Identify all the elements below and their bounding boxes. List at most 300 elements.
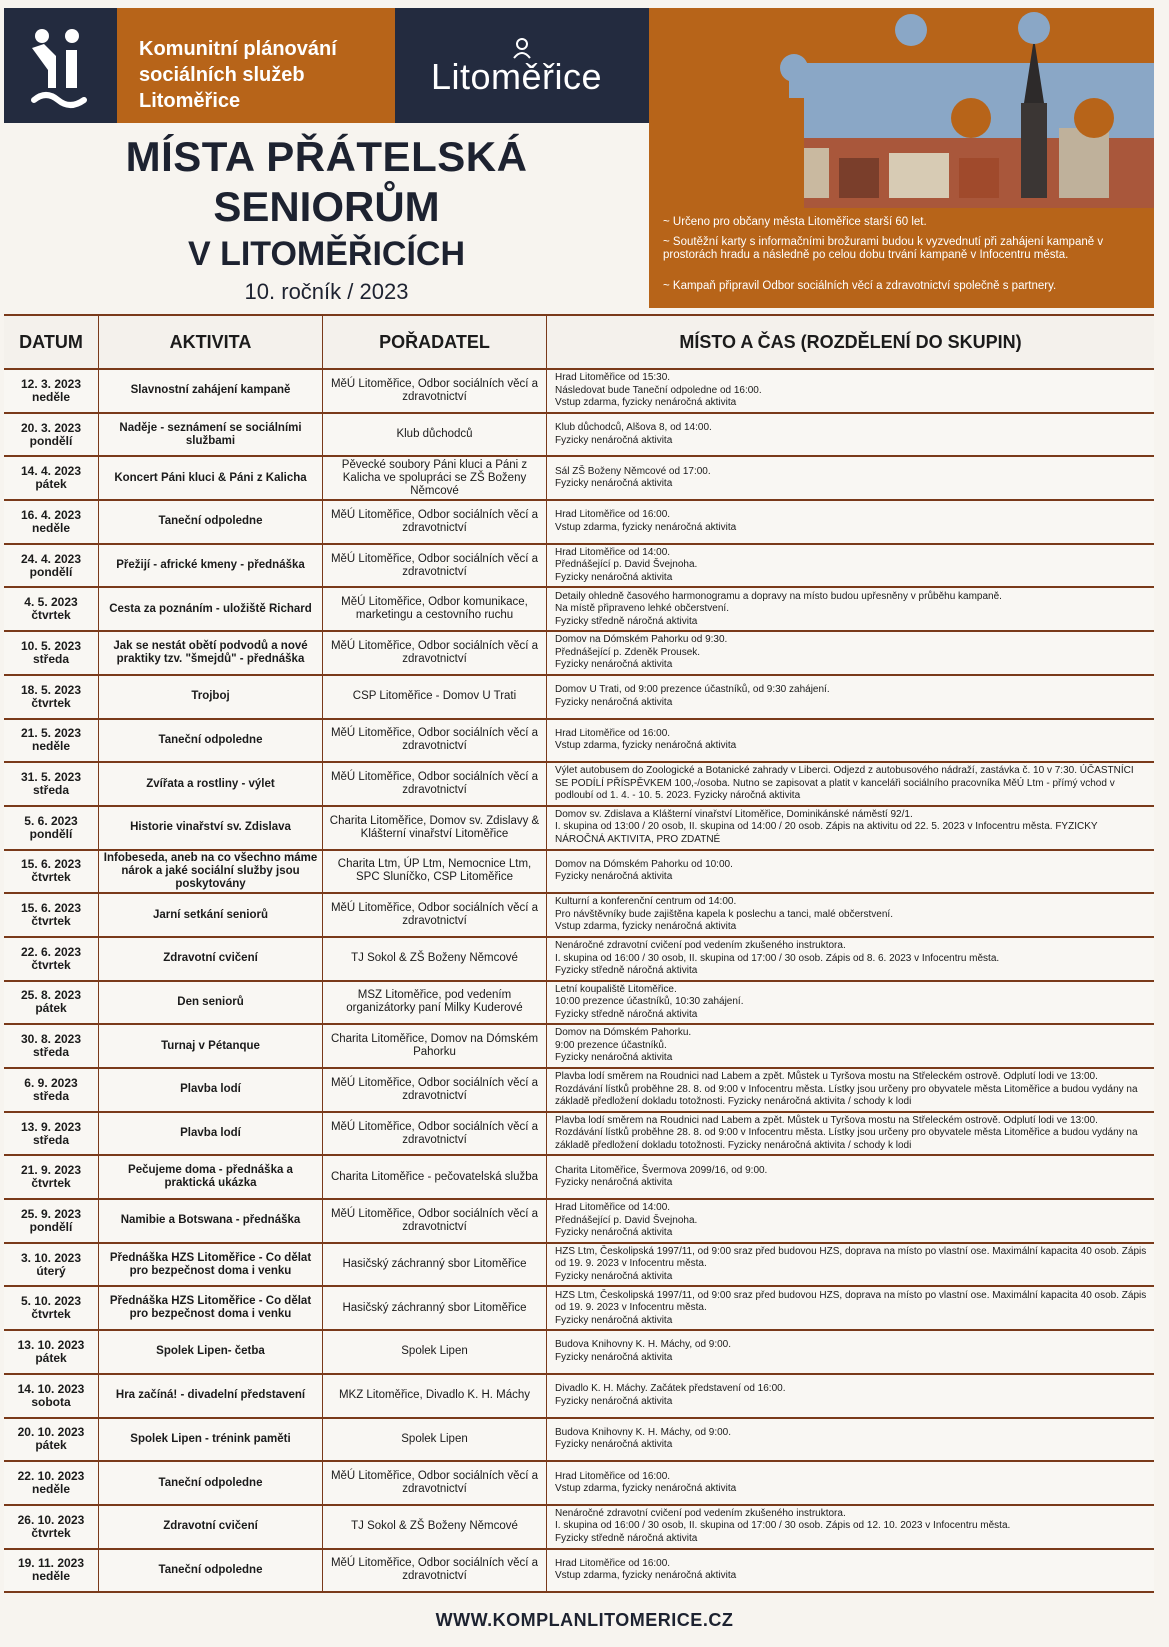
event-day: čtvrtek [31, 957, 71, 972]
org-line-3: Litoměřice [139, 90, 241, 112]
place-time-cell [547, 851, 1154, 893]
event-organizer: Klub důchodců [396, 428, 473, 441]
table-header [4, 316, 1154, 370]
event-date: 3. 10. 2023 [20, 1250, 82, 1265]
event-organizer: Charita Litoměřice, Domov sv. Zdislavy & Klášterní vinařství Litoměřice [329, 814, 540, 840]
place-time-cell [547, 763, 1154, 805]
activity-cell [99, 632, 323, 674]
activity-cell [99, 1375, 323, 1417]
activity-cell [99, 1331, 323, 1373]
date-cell [4, 1331, 99, 1373]
date-cell [4, 1375, 99, 1417]
organizer-cell [323, 632, 547, 674]
event-date: 19. 11. 2023 [17, 1556, 85, 1571]
event-detail-line: Následovat bude Taneční odpoledne od 16:00. [555, 384, 762, 396]
event-day: neděle [31, 739, 70, 754]
table-row [4, 457, 1154, 501]
event-activity: Spolek Lipen - trénink paměti [130, 1432, 291, 1445]
event-organizer: MěÚ Litoměřice, Odbor sociálních věcí a zdravotnictví [330, 377, 539, 403]
town-skyline-image [649, 8, 1154, 208]
event-detail-line: Divadlo K. H. Máchy. Začátek představení od 16:00. [555, 1383, 786, 1395]
date-cell [4, 851, 99, 893]
event-day: sobota [31, 1394, 71, 1409]
event-day: pátek [35, 1001, 67, 1016]
event-activity: Koncert Páni kluci & Páni z Kalicha [114, 471, 307, 484]
city-crest-icon [510, 38, 534, 60]
event-day: středa [32, 1088, 69, 1103]
activity-cell [99, 720, 323, 762]
organizer-cell [323, 938, 547, 980]
event-date: 25. 9. 2023 [20, 1206, 82, 1221]
title-line-3: V LITOMĚŘICÍCH [187, 235, 466, 273]
event-date: 16. 4. 2023 [20, 507, 82, 522]
organizer-cell [323, 982, 547, 1024]
organizer-cell [323, 1200, 547, 1242]
date-cell [4, 894, 99, 936]
organizer-cell [323, 1156, 547, 1198]
event-date: 24. 4. 2023 [20, 551, 82, 566]
activity-cell [99, 1244, 323, 1286]
event-activity: Historie vinařství sv. Zdislava [130, 821, 291, 834]
place-time-cell [547, 1419, 1154, 1461]
date-cell [4, 370, 99, 412]
organizer-cell [323, 1113, 547, 1155]
event-detail-line: Hrad Litoměřice od 16:00. [555, 509, 671, 521]
event-detail-line: Fyzicky středně náročná aktivita [555, 615, 698, 627]
event-date: 21. 5. 2023 [20, 726, 82, 741]
date-cell [4, 1462, 99, 1504]
event-detail-line: Fyzicky nenáročná aktivita [555, 1351, 673, 1363]
city-name: Litoměřice [431, 56, 603, 97]
event-date: 5. 10. 2023 [20, 1294, 82, 1309]
event-detail-line: Fyzicky nenáročná aktivita [555, 1439, 673, 1451]
event-day: pátek [35, 477, 67, 492]
event-detail-line: Domov U Trati, od 9:00 prezence účastníků, od 9:30 zahájení. [555, 684, 830, 696]
event-detail-line: Vstup zdarma, fyzicky nenáročná aktivita [555, 1570, 737, 1582]
date-cell [4, 720, 99, 762]
event-detail-line: Fyzicky nenáročná aktivita [555, 696, 673, 708]
event-day: čtvrtek [31, 914, 71, 929]
town-photo [649, 8, 1154, 208]
event-detail-line: Výlet autobusem do Zoologické a Botanické zahrady v Liberci. Odjezd z autobusového nádraží, zastávka č. 10 v 7:30. ÚČASTNÍCI SE PODÍLÍ PŘÍSPĚVKEM 100,-/osoba. Nutno se zapisovat a platit v kanceláři sociálního pracovníka MěÚ Ltm - přímý vchod v podloubí od 1. 4. - 10. 5. 2023. Fyzicky náročná aktivita [555, 765, 1134, 802]
activity-cell [99, 1462, 323, 1504]
event-organizer: MěÚ Litoměřice, Odbor sociálních věcí a zdravotnictví [330, 552, 539, 578]
event-detail-line: Hrad Litoměřice od 16:00. [555, 1470, 671, 1482]
table-row [4, 545, 1154, 589]
event-day: pondělí [29, 826, 73, 841]
event-activity: Přednáška HZS Litoměřice - Co dělat pro bezpečnost doma i venku [109, 1251, 312, 1277]
date-cell [4, 632, 99, 674]
event-activity: Pečujeme doma - přednáška a praktická ukázka [128, 1164, 293, 1190]
organizer-cell [323, 545, 547, 587]
event-organizer: Hasičský záchranný sbor Litoměřice [342, 1301, 527, 1314]
activity-cell [99, 370, 323, 412]
activity-cell [99, 1419, 323, 1461]
event-organizer: MěÚ Litoměřice, Odbor komunikace, marketingu a cestovního ruchu [341, 596, 528, 622]
event-detail-line: Klub důchodců, Alšova 8, od 14:00. [555, 422, 712, 434]
place-time-cell [547, 457, 1154, 499]
event-detail-line: Fyzicky nenáročná aktivita [555, 434, 673, 446]
event-detail-line: I. skupina od 16:00 / 30 osob, II. skupina od 17:00 / 30 osob. Zápis od 8. 6. 2023 v Infocentru města. [555, 952, 1000, 964]
date-cell [4, 1550, 99, 1592]
website-url[interactable]: WWW.KOMPLANLITOMERICE.CZ [435, 1610, 734, 1630]
activity-cell [99, 501, 323, 543]
activity-cell [99, 676, 323, 718]
org-name [139, 36, 337, 114]
table-row [4, 1331, 1154, 1375]
event-day: středa [32, 1132, 70, 1147]
event-detail-line: Charita Litoměřice, Švermova 2099/16, od 9:00. [555, 1164, 768, 1176]
event-organizer: MSZ Litoměřice, pod vedením organizátorky paní Milky Kuderové [346, 989, 523, 1015]
event-detail-line: I. skupina od 16:00 / 30 osob, II. skupina od 17:00 / 30 osob. Zápis od 12. 10. 2023 v Infocentru města. [555, 1520, 1011, 1532]
event-date: 25. 8. 2023 [20, 988, 82, 1003]
event-organizer: MKZ Litoměřice, Divadlo K. H. Máchy [338, 1389, 531, 1402]
date-cell [4, 1244, 99, 1286]
event-activity: Den seniorů [177, 995, 244, 1008]
event-detail-line: Fyzicky nenáročná aktivita [555, 1270, 673, 1282]
place-time-cell [547, 1287, 1154, 1329]
table-row [4, 1113, 1154, 1157]
event-detail-line: Hrad Litoměřice od 14:00. [555, 1202, 671, 1214]
table-row [4, 1506, 1154, 1550]
event-detail-line: Domov na Dómském Pahorku. [555, 1027, 692, 1039]
event-detail-line: Hrad Litoměřice od 14:00. [555, 546, 671, 558]
event-detail-line: I. skupina od 13:00 / 20 osob, II. skupina od 14:00 / 20 osob. Zápis na aktivitu od 22. 5. 2023 v Infocentru města. FYZICKY NÁROČNÁ AKTIVITA, PRO ZDATNÉ [555, 821, 1098, 845]
event-organizer: MěÚ Litoměřice, Odbor sociálních věcí a zdravotnictví [330, 1470, 539, 1496]
event-detail-line: Na místě připraveno lehké občerstvení. [555, 603, 729, 615]
activity-cell [99, 851, 323, 893]
event-activity: Infobeseda, aneb na co všechno máme nárok a jaké sociální služby jsou poskytovány [103, 851, 318, 890]
date-cell [4, 982, 99, 1024]
event-detail-line: Vstup zdarma, fyzicky nenáročná aktivita [555, 397, 737, 409]
table-row [4, 1550, 1154, 1594]
event-day: neděle [31, 520, 70, 535]
event-day: neděle [31, 1482, 70, 1497]
date-cell [4, 588, 99, 630]
organizer-cell [323, 414, 547, 456]
event-organizer: CSP Litoměřice - Domov U Trati [352, 690, 517, 703]
date-cell [4, 763, 99, 805]
table-row [4, 1025, 1154, 1069]
org-line-2: sociálních služeb [139, 64, 305, 86]
edition: 10. ročník / 2023 [244, 279, 409, 304]
col-header-date: DATUM [4, 316, 99, 368]
event-date: 15. 6. 2023 [20, 901, 82, 916]
info-line-3: ~ Kampaň připravil Odbor sociálních věcí a zdravotnictví společně s partnery. [663, 280, 1057, 292]
event-date: 4. 5. 2023 [24, 595, 78, 610]
organizer-cell [323, 1025, 547, 1067]
event-detail-line: Fyzicky středně náročná aktivita [555, 965, 698, 977]
activity-cell [99, 1200, 323, 1242]
col-header-place-time: MÍSTO A ČAS (ROZDĚLENÍ DO SKUPIN) [679, 331, 1022, 352]
event-detail-line: Letní koupaliště Litoměřice. [555, 983, 677, 995]
event-activity: Zdravotní cvičení [163, 1520, 258, 1533]
event-day: pondělí [29, 433, 73, 448]
event-detail-line: HZS Ltm, Českolipská 1997/11, od 9:00 sraz před budovou HZS, doprava na místo po vlastní ose. Maximální kapacita 40 osob. Zápis od 19. 9. 2023 v Infocentru města. [555, 1245, 1147, 1270]
event-detail-line: Přednášející p. Zdeněk Prousek. [555, 646, 701, 658]
event-detail-line: Fyzicky nenáročná aktivita [555, 571, 673, 583]
place-time-cell [547, 414, 1154, 456]
event-detail-line: Přednášející p. David Švejnoha. [555, 559, 698, 571]
table-row [4, 1244, 1154, 1288]
event-detail-line: Domov sv. Zdislava a Klášterní vinařství Litoměřice, Dominikánské náměstí 92/1. [555, 808, 913, 820]
event-detail-line: Domov na Dómském Pahorku od 10:00. [555, 858, 733, 870]
event-detail-line: Fyzicky nenáročná aktivita [555, 1314, 673, 1326]
event-detail-line: Pro návštěvníky bude zajištěna kapela k poslechu a tanci, malé občerstvení. [555, 908, 893, 920]
title-block [4, 123, 649, 308]
place-time-cell [547, 720, 1154, 762]
event-date: 13. 9. 2023 [20, 1119, 82, 1134]
activity-cell [99, 938, 323, 980]
place-time-cell [547, 1069, 1154, 1111]
activity-cell [99, 1025, 323, 1067]
event-date: 31. 5. 2023 [20, 770, 82, 785]
event-organizer: MěÚ Litoměřice, Odbor sociálních věcí a zdravotnictví [330, 1557, 539, 1583]
date-cell [4, 807, 99, 849]
title-line-1: MÍSTA PŘÁTELSKÁ [125, 133, 528, 180]
event-date: 14. 4. 2023 [20, 464, 82, 479]
event-activity: Spolek Lipen- četba [156, 1345, 265, 1358]
event-day: pátek [35, 1350, 67, 1365]
event-date: 21. 9. 2023 [20, 1163, 82, 1178]
organizer-cell [323, 676, 547, 718]
event-detail-line: Budova Knihovny K. H. Máchy, od 9:00. [555, 1426, 732, 1438]
activity-cell [99, 414, 323, 456]
date-cell [4, 457, 99, 499]
table-row [4, 1287, 1154, 1331]
place-time-cell [547, 501, 1154, 543]
date-cell [4, 1069, 99, 1111]
organizer-cell [323, 588, 547, 630]
organizer-cell [323, 851, 547, 893]
place-time-cell [547, 632, 1154, 674]
place-time-cell [547, 1331, 1154, 1373]
col-header-activity: AKTIVITA [99, 316, 323, 368]
organizer-cell [323, 1375, 547, 1417]
event-activity: Hra začíná! - divadelní představení [115, 1389, 306, 1402]
event-activity: Trojboj [191, 690, 230, 703]
event-organizer: Spolek Lipen [401, 1345, 468, 1358]
table-row [4, 1375, 1154, 1419]
date-cell [4, 545, 99, 587]
event-day: čtvrtek [31, 695, 71, 710]
event-date: 30. 8. 2023 [20, 1032, 82, 1047]
activity-cell [99, 1069, 323, 1111]
event-activity: Taneční odpoledne [158, 1476, 263, 1489]
place-time-cell [547, 588, 1154, 630]
col-header-organizer: POŘADATEL [323, 316, 547, 368]
event-organizer: MěÚ Litoměřice, Odbor sociálních věcí a zdravotnictví [330, 508, 539, 534]
organizer-cell [323, 457, 547, 499]
event-organizer: Pěvecké soubory Páni kluci a Páni z Kalicha ve spolupráci se ZŠ Boženy Němcové [341, 458, 528, 497]
activity-cell [99, 1113, 323, 1155]
place-time-cell [547, 1113, 1154, 1155]
table-row [4, 1462, 1154, 1506]
event-date: 20. 10. 2023 [17, 1425, 85, 1440]
place-time-cell [547, 1550, 1154, 1592]
info-line-2: ~ Soutěžní karty s informačními brožurami budou k vyzvednutí při zahájení kampaně v prostorách hradu a následně po celou dobu trvání kampaně v Infocentru města. [663, 236, 1104, 261]
place-time-cell [547, 676, 1154, 718]
event-activity: Turnaj v Pétanque [161, 1039, 260, 1052]
table-row [4, 1200, 1154, 1244]
event-activity: Cesta za poznáním - uložiště Richard [109, 602, 312, 615]
event-detail-line: Hrad Litoměřice od 16:00. [555, 727, 671, 739]
activity-cell [99, 763, 323, 805]
event-activity: Zvířata a rostliny - výlet [146, 777, 275, 790]
place-time-cell [547, 1375, 1154, 1417]
event-date: 22. 10. 2023 [17, 1469, 85, 1484]
date-cell [4, 414, 99, 456]
event-organizer: MěÚ Litoměřice, Odbor sociálních věcí a zdravotnictví [330, 1076, 539, 1102]
event-date: 20. 3. 2023 [20, 420, 82, 435]
event-activity: Slavnostní zahájení kampaně [130, 384, 291, 397]
date-cell [4, 938, 99, 980]
date-cell [4, 676, 99, 718]
table-row [4, 414, 1154, 458]
place-time-cell [547, 545, 1154, 587]
event-organizer: MěÚ Litoměřice, Odbor sociálních věcí a zdravotnictví [330, 1207, 539, 1233]
date-cell [4, 1200, 99, 1242]
place-time-cell [547, 982, 1154, 1024]
event-day: čtvrtek [31, 608, 71, 623]
org-name-box [117, 8, 395, 123]
activity-cell [99, 1506, 323, 1548]
event-organizer: MěÚ Litoměřice, Odbor sociálních věcí a zdravotnictví [330, 902, 539, 928]
event-detail-line: Hrad Litoměřice od 16:00. [555, 1557, 671, 1569]
event-organizer: TJ Sokol & ZŠ Boženy Němcové [351, 1520, 518, 1533]
table-row [4, 1419, 1154, 1463]
event-organizer: Charita Litoměřice - pečovatelská služba [330, 1170, 539, 1183]
event-detail-line: Přednášející p. David Švejnoha. [555, 1214, 698, 1226]
event-detail-line: HZS Ltm, Českolipská 1997/11, od 9:00 sraz před budovou HZS, doprava na místo po vlastní ose. Maximální kapacita 40 osob. Zápis od 19. 9. 2023 v Infocentru města. [555, 1289, 1147, 1314]
activity-cell [99, 982, 323, 1024]
table-row [4, 501, 1154, 545]
event-date: 15. 6. 2023 [20, 857, 82, 872]
place-time-cell [547, 807, 1154, 849]
event-day: středa [32, 783, 70, 798]
event-detail-line: Domov na Dómském Pahorku od 9:30. [555, 634, 728, 646]
event-day: čtvrtek [31, 1176, 71, 1191]
organizer-cell [323, 807, 547, 849]
place-time-cell [547, 1025, 1154, 1067]
event-activity: Jarní setkání seniorů [152, 908, 269, 921]
event-organizer: MěÚ Litoměřice, Odbor sociálních věcí a zdravotnictví [330, 771, 539, 797]
event-detail-line: 9:00 prezence účastníků. [555, 1039, 667, 1051]
place-time-cell [547, 370, 1154, 412]
kpss-logo [4, 8, 117, 123]
activity-cell [99, 894, 323, 936]
event-date: 18. 5. 2023 [20, 682, 82, 697]
event-date: 26. 10. 2023 [17, 1512, 85, 1527]
activity-cell [99, 1550, 323, 1592]
title-line-2: SENIORŮM [213, 183, 440, 230]
event-activity: Přednáška HZS Litoměřice - Co dělat pro bezpečnost doma i venku [109, 1295, 312, 1321]
event-detail-line: Fyzicky nenáročná aktivita [555, 478, 673, 490]
event-organizer: TJ Sokol & ZŠ Boženy Němcové [351, 952, 518, 965]
event-day: pátek [35, 1438, 67, 1453]
date-cell [4, 1113, 99, 1155]
event-organizer: Charita Litoměřice, Domov na Dómském Pahorku [330, 1033, 539, 1059]
event-date: 10. 5. 2023 [20, 638, 82, 653]
table-row [4, 982, 1154, 1026]
event-detail-line: Vstup zdarma, fyzicky nenáročná aktivita [555, 921, 737, 933]
event-organizer: MěÚ Litoměřice, Odbor sociálních věcí a zdravotnictví [330, 639, 539, 665]
event-detail-line: Fyzicky nenáročná aktivita [555, 1177, 673, 1189]
date-cell [4, 1025, 99, 1067]
event-activity: Plavba lodí [180, 1083, 241, 1096]
event-activity: Namibie a Botswana - přednáška [120, 1214, 301, 1227]
event-organizer: Charita Ltm, ÚP Ltm, Nemocnice Ltm, SPC Sluníčko, CSP Litoměřice [337, 858, 532, 884]
event-day: neděle [31, 389, 70, 404]
table-row [4, 588, 1154, 632]
info-line-1: ~ Určeno pro občany města Litoměřice starší 60 let. [663, 216, 927, 228]
place-time-cell [547, 1200, 1154, 1242]
event-detail-line: Plavba lodí směrem na Roudnici nad Labem a zpět. Můstek u Tyršova mostu na Střeleckém ostrově. Odplutí lodi ve 13:00. Rozdávání lístků proběhne 28. 8. od 9:00 v Infocentru města. Lístky jsou určeny pro obyvatele města Litoměřice a budou vydány na základě předložení dokladu totožnosti. Fyzicky nenáročná aktivita / schody k lodi [555, 1071, 1138, 1108]
activity-cell [99, 545, 323, 587]
event-day: čtvrtek [31, 1307, 71, 1322]
organizer-cell [323, 1462, 547, 1504]
event-day: úterý [36, 1263, 66, 1278]
event-day: středa [32, 651, 70, 666]
table-row [4, 851, 1154, 895]
event-organizer: MěÚ Litoměřice, Odbor sociálních věcí a zdravotnictví [330, 1120, 539, 1146]
event-day: pondělí [29, 1219, 73, 1234]
event-activity: Taneční odpoledne [158, 1563, 263, 1576]
event-day: neděle [31, 1569, 70, 1584]
event-detail-line: Fyzicky nenáročná aktivita [555, 1052, 673, 1064]
table-row [4, 720, 1154, 764]
event-detail-line: Vstup zdarma, fyzicky nenáročná aktivita [555, 521, 737, 533]
city-logo-box [395, 8, 649, 123]
organizer-cell [323, 720, 547, 762]
place-time-cell [547, 1462, 1154, 1504]
activity-cell [99, 588, 323, 630]
event-detail-line: Detaily ohledně časového harmonogramu a dopravy na místo budou upřesněny v průběhu kampaně. [555, 590, 1002, 602]
table-row [4, 807, 1154, 851]
organizer-cell [323, 1244, 547, 1286]
events-table [4, 314, 1154, 1593]
people-logo-icon [4, 8, 117, 123]
event-detail-line: Sál ZŠ Boženy Němcové od 17:00. [555, 465, 711, 477]
date-cell [4, 1419, 99, 1461]
event-day: středa [32, 1045, 70, 1060]
event-detail-line: Nenáročné zdravotní cvičení pod vedením zkušeného instruktora. [555, 940, 846, 952]
organizer-cell [323, 1331, 547, 1373]
organizer-cell [323, 1287, 547, 1329]
event-detail-line: Fyzicky středně náročná aktivita [555, 1008, 698, 1020]
event-detail-line: Kulturní a konferenční centrum od 14:00. [555, 896, 737, 908]
org-line-1: Komunitní plánování [139, 38, 337, 60]
organizer-cell [323, 894, 547, 936]
event-organizer: Hasičský záchranný sbor Litoměřice [342, 1258, 527, 1271]
organizer-cell [323, 1419, 547, 1461]
activity-cell [99, 807, 323, 849]
organizer-cell [323, 1069, 547, 1111]
table-row [4, 763, 1154, 807]
date-cell [4, 1287, 99, 1329]
event-detail-line: Fyzicky nenáročná aktivita [555, 1395, 673, 1407]
event-activity: Naděje - seznámení se sociálními službami [119, 421, 302, 447]
table-row [4, 1156, 1154, 1200]
event-organizer: MěÚ Litoměřice, Odbor sociálních věcí a zdravotnictví [330, 727, 539, 753]
date-cell [4, 1156, 99, 1198]
organizer-cell [323, 501, 547, 543]
event-detail-line: Fyzicky nenáročná aktivita [555, 871, 673, 883]
place-time-cell [547, 1244, 1154, 1286]
event-date: 6. 9. 2023 [24, 1075, 78, 1090]
event-detail-line: Fyzicky nenáročná aktivita [555, 1227, 673, 1239]
event-detail-line: Hrad Litoměřice od 15:30. [555, 372, 671, 384]
